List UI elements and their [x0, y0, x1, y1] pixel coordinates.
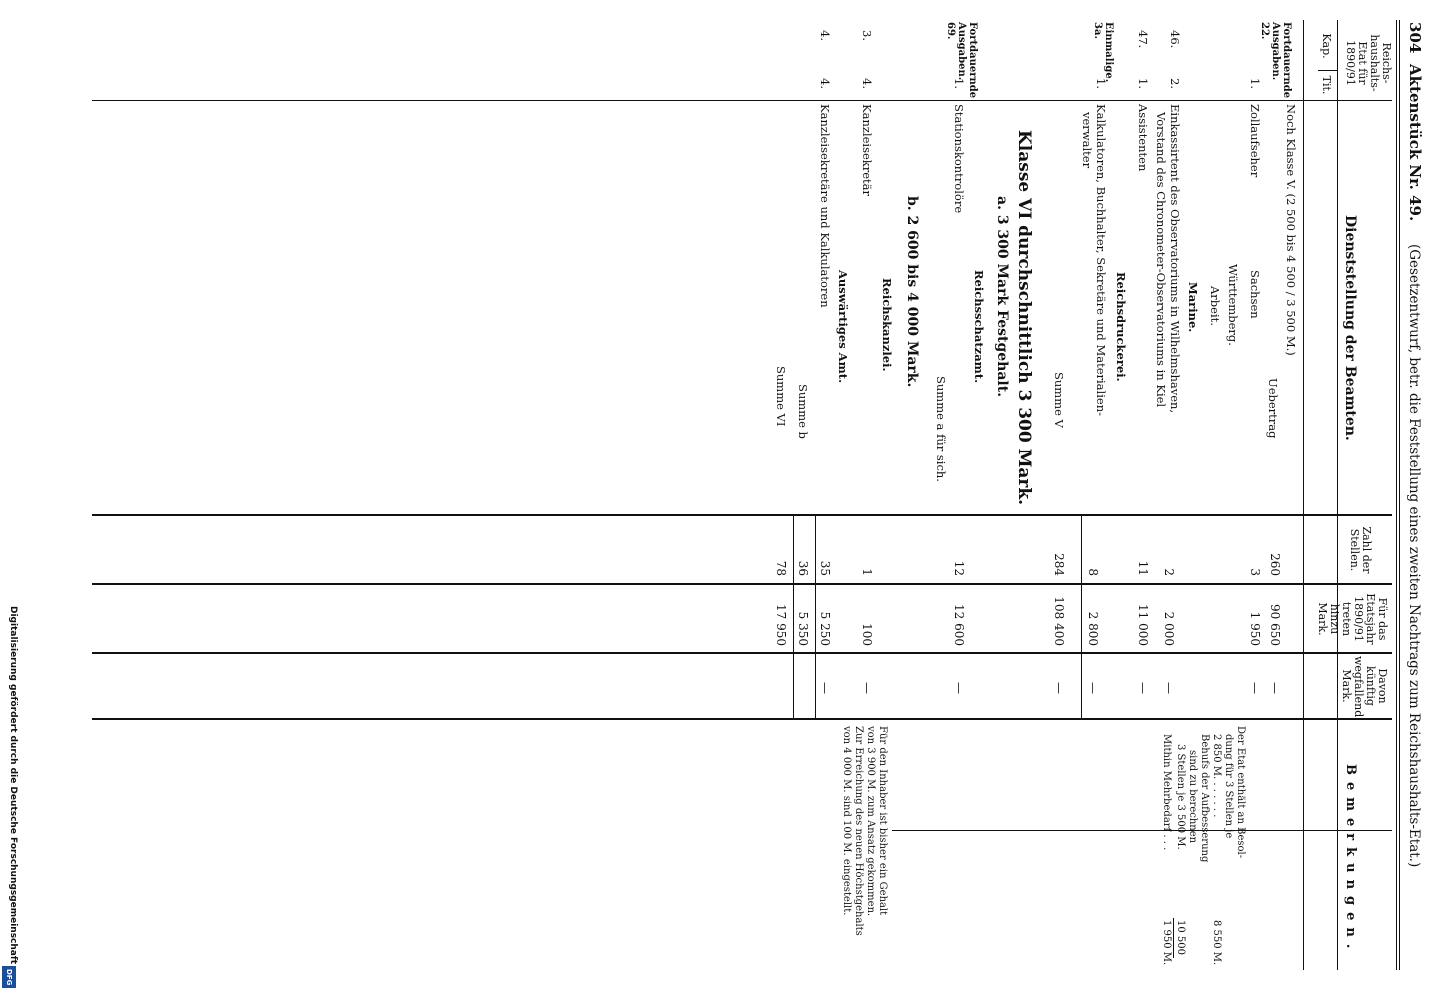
- tit-3a-1: 1.: [1094, 78, 1108, 89]
- col-sep-text: [92, 514, 1392, 516]
- dfg-logo: DFG: [2, 966, 16, 988]
- weg-uebertrag: —: [1268, 682, 1282, 694]
- table-header-bottom: [1303, 20, 1304, 970]
- section-sachsen: Sachsen: [1248, 270, 1262, 319]
- zahl-zollaufseher: 3: [1248, 568, 1262, 576]
- zahl-summe-v: 284: [1052, 553, 1066, 576]
- remark1-value7: 1 950 M.: [1161, 920, 1172, 966]
- weg-summe-v: —: [1052, 682, 1066, 694]
- col-head-bemerkungen: Bemerkungen.: [1343, 764, 1358, 956]
- row-kanzleisekretaere-kalkulatoren: Kanzleisekretäre und Kalkulatoren: [818, 104, 832, 308]
- remark1-line1: Der Etat enthält an Besol-: [1235, 726, 1246, 859]
- betrag-summe-v: 108 400: [1052, 596, 1066, 646]
- tit-46-2: 2.: [1168, 78, 1182, 89]
- betrag-stationskontroloere: 12 600: [952, 604, 966, 646]
- kap-3: 3.: [860, 30, 874, 41]
- tit-4-4: 4.: [818, 78, 832, 89]
- col-head-zahl: Zahl der Stellen.: [1348, 526, 1373, 574]
- header-rule-1: [1399, 20, 1400, 970]
- summe-v-rule: [1081, 514, 1082, 718]
- table-top-border: [1337, 20, 1338, 970]
- col-sep-bemerkungen: [892, 830, 1392, 831]
- col-sep-etat: [92, 100, 1392, 101]
- remark1-value3: 8 550 M.: [1211, 920, 1222, 966]
- section-arbeit: Arbeit.: [1208, 286, 1222, 326]
- col-sep-kap-tit: [1318, 70, 1338, 71]
- col-head-tit: Tit.: [1320, 75, 1333, 95]
- betrag-summe-b: 5 350: [796, 611, 810, 646]
- zahl-kalkulatoren: 8: [1086, 568, 1100, 576]
- document-subtitle: (Gesetzentwurf, betr. die Feststellung eines zweiten Nachtrags zum Reichshaushalts-Etat.): [1406, 244, 1422, 868]
- weg-kalkulatoren: —: [1086, 682, 1100, 694]
- klasse-vi-sub-b: b. 2 600 bis 4 000 Mark.: [904, 196, 920, 388]
- klasse-vi-sub-a: a. 3 300 Mark Festgehalt.: [994, 196, 1010, 398]
- col-head-dienststellung: Dienststellung der Beamten.: [1342, 215, 1358, 441]
- zahl-observatorium: 2: [1162, 568, 1176, 576]
- row-kalkulatoren: Kalkulatoren, Buchhalter, Sekretäre und Materialien-: [1094, 104, 1108, 416]
- col-sep-weg: [92, 718, 1392, 720]
- row-noch-klasse-v: Noch Klasse V. (2 500 bis 4 500 / 3 500 M.): [1284, 104, 1298, 356]
- summe-vi-rule: [793, 514, 794, 718]
- kap-47: 47.: [1136, 30, 1150, 49]
- kap-69: Fortdauernde Ausgaben. 69.: [945, 22, 978, 99]
- remark1-value6: 10 500: [1175, 920, 1186, 955]
- tit-3-4: 4.: [860, 78, 874, 89]
- summe-v-label: Summe V: [1052, 372, 1066, 428]
- betrag-kanzleisekretaer: 100: [860, 623, 874, 646]
- zahl-assistenten: 11: [1136, 560, 1150, 576]
- betrag-summe-vi: 17 950: [774, 604, 788, 646]
- row-stationskontroloere: Stationskontrolöre: [952, 104, 966, 214]
- remark1-sum-rule: [1173, 918, 1174, 958]
- section-reichskanzlei: Reichskanzlei.: [880, 278, 894, 372]
- betrag-observatorium: 2 000: [1162, 611, 1176, 646]
- col-sep-zahl: [92, 583, 1392, 585]
- betrag-uebertrag: 90 650: [1268, 604, 1282, 646]
- betrag-kanzleisekretaere: 5 250: [818, 611, 832, 646]
- zahl-kanzleisekretaere: 35: [818, 560, 832, 576]
- betrag-zollaufseher: 1 950: [1248, 611, 1262, 646]
- summe-b-label: Summe b: [796, 384, 810, 439]
- row-uebertrag: Uebertrag: [1266, 378, 1280, 439]
- zahl-stationskontroloere: 12: [952, 560, 966, 576]
- remark1-line4: Behufs der Aufbesserung: [1199, 734, 1210, 863]
- remark2-line3: Zur Erreichung des neuen Höchstgehalts: [853, 726, 864, 936]
- weg-zollaufseher: —: [1248, 682, 1262, 694]
- zahl-summe-vi: 78: [774, 560, 788, 576]
- betrag-assistenten: 11 000: [1136, 604, 1150, 646]
- remark1-line7: Mithin Mehrbedarf . . .: [1161, 734, 1172, 851]
- row-observatorium: Einkassirtent des Observatoriums in Wilhelmshaven,: [1168, 104, 1182, 414]
- kap-3a: Einmalige. 3a.: [1092, 22, 1114, 83]
- document-title: Aktenstück Nr. 49.: [1406, 64, 1424, 222]
- summe-a-label: Summe a für sich.: [934, 376, 948, 482]
- tit-22-1: 1.: [1248, 78, 1262, 89]
- section-wuerttemberg: Württemberg.: [1226, 264, 1240, 346]
- weg-observatorium: —: [1162, 682, 1176, 694]
- summe-vi-label: Summe VI: [774, 366, 788, 427]
- weg-stationskontroloere: —: [952, 682, 966, 694]
- credit-text: Digitalisierung gefördert durch die Deutsche Forschungsgemeinschaft: [8, 606, 18, 965]
- page-number: 304: [1406, 22, 1424, 54]
- weg-assistenten: —: [1136, 682, 1150, 694]
- row-chronometer: Vorstand des Chronometer-Observatoriums in Kiel: [1154, 112, 1168, 408]
- tit-47-1: 1.: [1136, 78, 1150, 89]
- weg-kanzleisekretaer: —: [860, 682, 874, 694]
- remark2-line4: von 4 000 M. sind 100 M. eingestellt.: [841, 726, 852, 916]
- remark1-line5: sind zu berechnen: [1187, 750, 1198, 844]
- section-reichsdruckerei: Reichsdruckerei.: [1114, 272, 1128, 382]
- remark1-line2: dung für 3 Stellen je: [1223, 734, 1234, 839]
- section-auswaertiges-amt: Auswärtiges Amt.: [836, 270, 850, 384]
- col-head-etat: Reichs-haushalts-Etat für 1890/91: [1344, 34, 1393, 92]
- row-zollaufseher: Zollaufseher: [1248, 104, 1262, 178]
- zahl-kanzleisekretaer: 1: [860, 568, 874, 576]
- weg-kanzleisekretaere: —: [818, 682, 832, 694]
- section-reichsschatzamt: Reichsschatzamt.: [972, 270, 986, 384]
- tit-69-1: 1.: [952, 78, 966, 89]
- remark1-line6: 3 Stellen je 3 500 M.: [1175, 744, 1186, 850]
- col-sep-betrag: [92, 652, 1392, 654]
- row-assistenten: Assistenten: [1136, 104, 1150, 172]
- kap-46: 46.: [1168, 30, 1182, 49]
- row-kanzleisekretaer: Kanzleisekretär: [860, 104, 874, 197]
- zahl-uebertrag: 260: [1268, 553, 1282, 576]
- kap-4: 4.: [818, 30, 832, 41]
- summe-b-rule: [815, 514, 816, 718]
- col-head-betrag: Für das Etatsjahr 1890/91 treten hinzu Mark.: [1316, 593, 1389, 645]
- col-head-wegfallend: Davon künftig wegfallend Mark.: [1340, 656, 1389, 718]
- row-verwalter: verwalter: [1080, 112, 1094, 169]
- section-marine: Marine.: [1186, 282, 1200, 333]
- header-rule-2: [1396, 20, 1397, 970]
- remark1-line3: 2 850 M. . . . . . .: [1211, 734, 1222, 818]
- klasse-vi-title: Klasse VI durchschnittlich 3 300 Mark.: [1014, 130, 1034, 506]
- col-head-kap: Kap.: [1320, 33, 1333, 59]
- zahl-summe-b: 36: [796, 560, 810, 576]
- kap-22: Fortdauernde Ausgaben. 22.: [1259, 22, 1292, 99]
- remark2-line1: Für den Inhaber ist bisher ein Gehalt: [877, 726, 888, 916]
- remark2-line2: von 3 900 M. zum Ansatz gekommen.: [865, 726, 876, 917]
- betrag-kalkulatoren: 2 800: [1086, 611, 1100, 646]
